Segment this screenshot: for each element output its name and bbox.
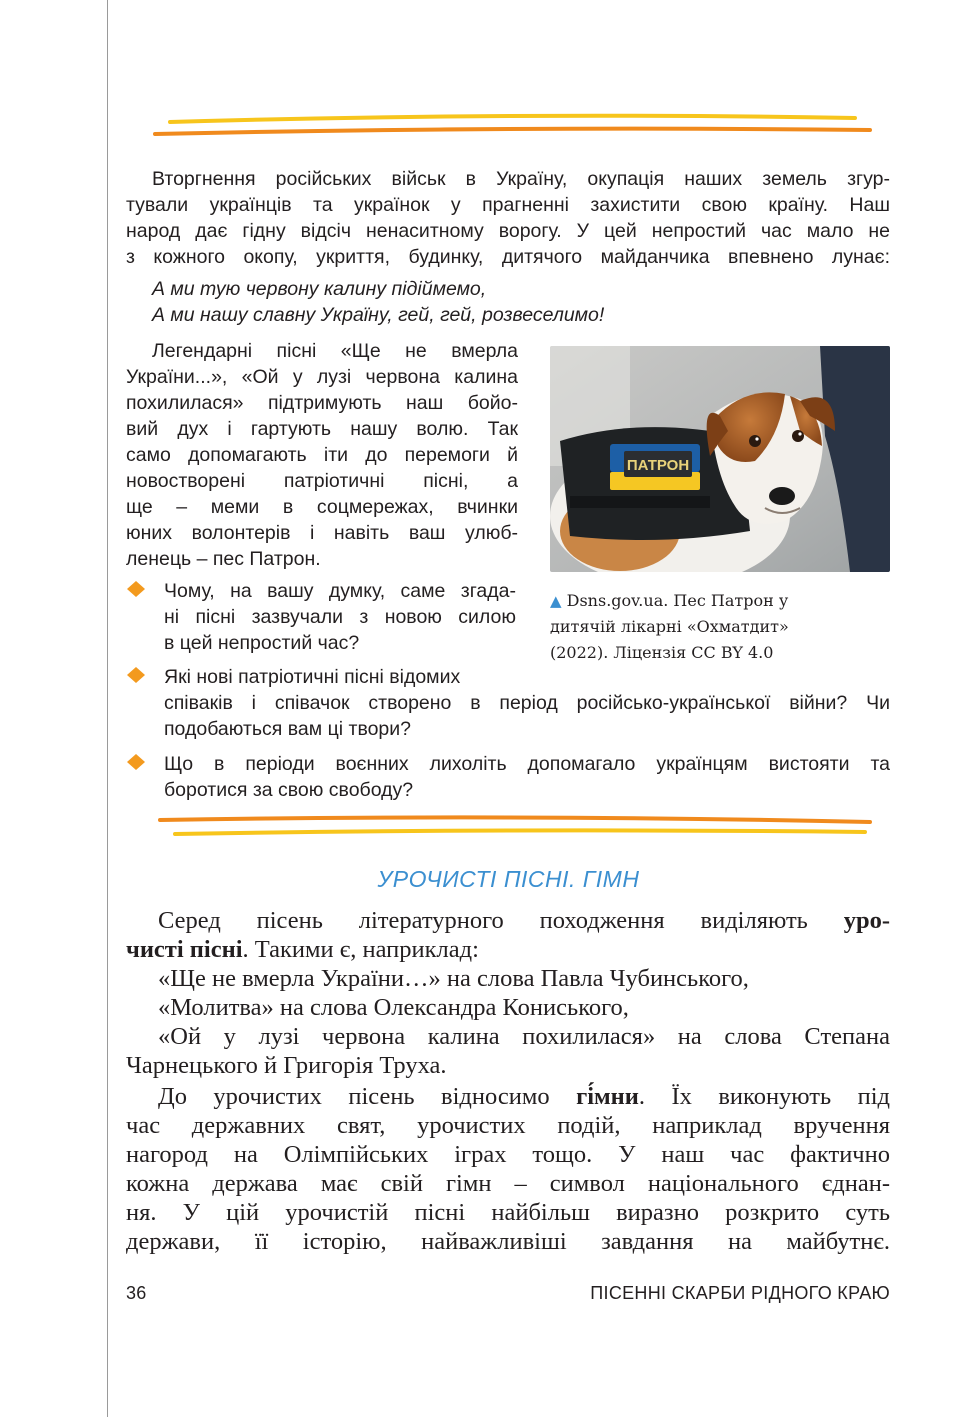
legend-line: само допомагають іти до перемоги й	[126, 444, 518, 466]
legend-line: юних волонтерів і навіть ваш улюб-	[126, 522, 518, 544]
question-line: боротися за свою свободу?	[164, 779, 414, 801]
dog-patron-photo	[550, 346, 890, 572]
legend-line: вий дух і гартують нашу волю. Так	[126, 418, 518, 440]
question-1	[164, 578, 516, 656]
diamond-bullet-icon	[125, 751, 147, 773]
diamond-bullet-icon	[125, 578, 147, 600]
section-p2-text: До урочистих пісень відносимо	[158, 1083, 577, 1110]
question-line: Що в періоди воєнних лихоліть допомагало українцям вистояти та	[164, 753, 890, 775]
dog-illustration	[550, 346, 890, 572]
question-2	[164, 664, 890, 742]
section-p2-line	[126, 1082, 890, 1111]
question-line: в цей непростий час?	[164, 632, 360, 654]
section-p1-text: Серед пісень літературного походження виділяють	[158, 907, 844, 934]
term-bold: чисті пісні	[126, 936, 243, 963]
section-title: УРОЧИСТІ ПІСНІ. ГІМН	[377, 866, 640, 892]
caption-line: Dsns.gov.ua. Пес Патрон у	[566, 591, 789, 610]
caption-line: (2022). Ліцензія CC BY 4.0	[550, 643, 774, 662]
section-p2-line: кожна держава має свій гімн – символ національного єднан-	[126, 1170, 890, 1197]
question-line: Які нові патріотичні пісні відомих	[164, 666, 461, 688]
question-line: подобаються вам ці твори?	[164, 718, 412, 740]
term-bold: уро-	[843, 907, 890, 934]
intro-line: з кожного окопу, укриття, будинку, дитячого майданчика впевнено лунає:	[126, 246, 890, 268]
song-line: «Ще не вмерла України…» на слова Павла Чубинського,	[158, 965, 749, 992]
verse-line: А ми тую червону калину підіймемо,	[152, 278, 487, 300]
verse-line: А ми нашу славну Україну, гей, гей, розвеселимо!	[152, 304, 605, 326]
intro-paragraph	[126, 166, 890, 270]
top-decorative-strokes	[150, 112, 880, 142]
song-line: «Ой у лузі червона калина похилилася» на слова Степана	[158, 1023, 890, 1050]
section-p2-line: держави, її історію, найважливіші завдання на майбутнє.	[126, 1228, 890, 1255]
question-line: співаків і співачок створено в період російсько-української війни? Чи	[164, 692, 890, 714]
page-margin-line	[107, 0, 108, 1417]
section-p1-text: . Такими є, наприклад:	[242, 936, 479, 963]
legend-line: України...», «Ой у лузі червона калина	[126, 366, 518, 388]
section-p2-line: нагород на Олімпійських іграх тощо. У наш час фактично	[126, 1141, 890, 1168]
question-line: ні пісні зазвучали з новою силою	[164, 606, 516, 628]
photo-caption	[550, 588, 890, 666]
running-title: ПІСЕННІ СКАРБИ РІДНОГО КРАЮ	[590, 1283, 890, 1303]
legend-line: Легендарні пісні «Ще не вмерла	[152, 340, 518, 362]
caption-line: дитячій лікарні «Охматдит»	[550, 617, 789, 636]
intro-line: народ дає гідну відсіч ненаситному ворогу. У цей непростий час мало не	[126, 220, 890, 242]
legend-line: новостворені патріотичні пісні, а	[126, 470, 518, 492]
section-p1-line	[126, 935, 890, 964]
diamond-bullet-icon	[125, 664, 147, 686]
caption-triangle-icon: ▲	[550, 592, 562, 610]
legend-line: похилилася» підтримують наш бойо-	[126, 392, 518, 414]
section-body	[126, 906, 890, 1256]
question-line: Чому, на вашу думку, саме згада-	[164, 580, 516, 602]
page-number: 36	[126, 1283, 147, 1303]
section-p1-line	[126, 906, 890, 935]
term-bold: гі́мни	[576, 1083, 639, 1110]
section-p2-line: ня. У цій урочистій пісні найбільш виразно розкрито суть	[126, 1199, 890, 1226]
legend-line: ленець – пес Патрон.	[126, 548, 321, 570]
bottom-decorative-strokes	[150, 812, 880, 842]
intro-line: Вторгнення російських військ в Україну, окупація наших земель згур-	[152, 168, 890, 190]
legend-paragraph	[126, 338, 518, 572]
intro-line: тували українців та українок у прагненні захистити свою країну. Наш	[126, 194, 890, 216]
question-3	[164, 751, 890, 803]
legend-line: ще – меми в соцмережах, вчинки	[126, 496, 518, 518]
song-line: Чарнецького й Григорія Труха.	[126, 1052, 447, 1079]
section-p2-line: час державних свят, урочистих подій, наприклад вручення	[126, 1112, 890, 1139]
vest-name-patch: ПАТРОН	[626, 457, 690, 474]
song-line: «Молитва» на слова Олександра Кониського,	[158, 994, 629, 1021]
section-p2-text: . Їх виконують під	[638, 1083, 890, 1110]
